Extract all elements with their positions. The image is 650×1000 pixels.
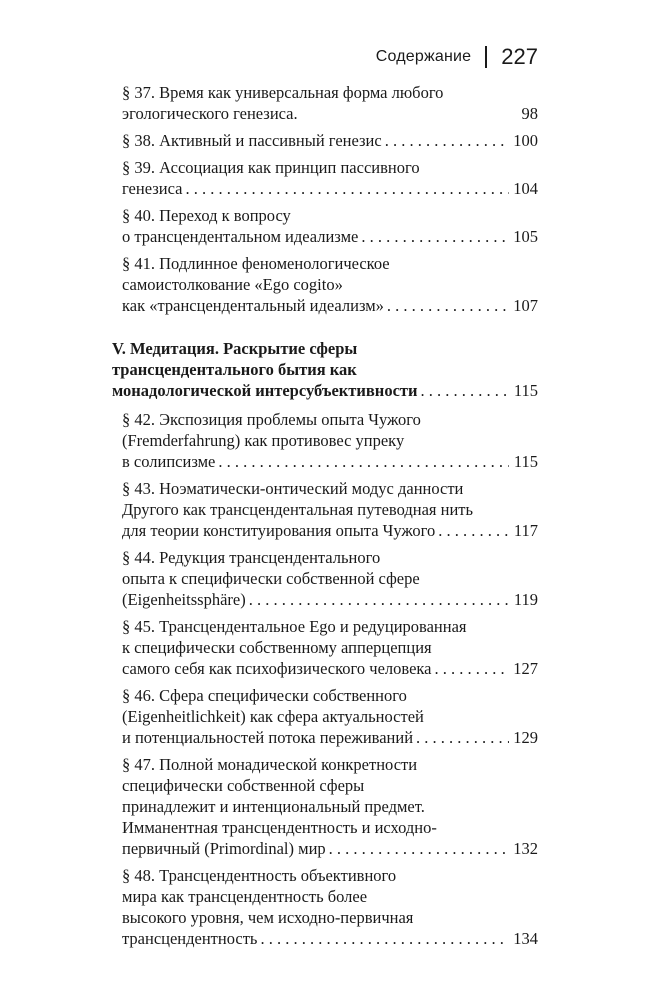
toc-entry-line: специфически собственной сферы — [122, 776, 365, 795]
header-divider — [485, 46, 487, 68]
toc-entry-line: эгологического генезиса. — [122, 104, 298, 123]
dot-leader — [435, 658, 509, 679]
dot-leader — [361, 226, 509, 247]
dot-leader — [385, 130, 509, 151]
toc-entry-line: § 48. Трансцендентность объективного — [122, 866, 397, 885]
toc-page-number: 98 — [521, 104, 538, 123]
toc-entry-line: генезиса — [122, 179, 183, 198]
toc-page-number: 115 — [513, 381, 538, 400]
toc-entry-last-line — [122, 589, 538, 610]
toc-page-number: 104 — [513, 179, 538, 198]
toc-entry-line: § 46. Сфера специфически собственного — [122, 686, 407, 705]
toc-page-number: 117 — [513, 521, 538, 540]
dot-leader — [329, 838, 509, 859]
toc-entry-line: Другого как трансцендентальная путеводная нить — [122, 500, 474, 519]
dot-leader — [438, 520, 509, 541]
running-title: Содержание — [375, 48, 472, 65]
toc-page-number: 105 — [513, 227, 538, 246]
toc-entry-line: к специфически собственному апперцепция — [122, 638, 432, 657]
toc-entry-last-line — [122, 103, 538, 124]
toc-entry-line: § 38. Активный и пассивный генезис — [122, 131, 382, 150]
toc-entry-last-line — [122, 520, 538, 541]
toc-page-number: 100 — [513, 131, 538, 150]
toc-page-number: 132 — [513, 839, 538, 858]
dot-leader — [260, 928, 509, 949]
toc-entry — [112, 409, 538, 472]
toc-entry — [112, 616, 538, 679]
toc-entry-line: (Fremderfahrung) как противовес упреку — [122, 431, 405, 450]
toc-entry-line: Имманентная трансцендентность и исходно- — [122, 818, 437, 837]
toc-entry-line: в солипсизме — [122, 452, 216, 471]
toc-entry-line: и потенциальностей потока переживаний — [122, 728, 414, 747]
toc-entry-last-line — [122, 226, 538, 247]
toc-entry — [112, 253, 538, 316]
toc-entry-last-line — [122, 178, 538, 199]
dot-leader — [387, 295, 509, 316]
toc-page-number: 127 — [513, 659, 538, 678]
toc-entry — [112, 157, 538, 199]
toc-entry-line: опыта к специфически собственной сфере — [122, 569, 420, 588]
toc-entry-line: § 39. Ассоциация как принцип пассивного — [122, 158, 420, 177]
toc-entry-line: мира как трансцендентность более — [122, 887, 368, 906]
toc-page-number: 119 — [513, 590, 538, 609]
toc-entry-line: § 47. Полной монадической конкретности — [122, 755, 418, 774]
toc-entry-line: высокого уровня, чем исходно-первичная — [122, 908, 414, 927]
toc-entry — [112, 685, 538, 748]
toc-entry-line: принадлежит и интенциональный предмет. — [122, 797, 425, 816]
dot-leader — [218, 451, 509, 472]
toc-entry — [112, 478, 538, 541]
page-number: 227 — [501, 44, 538, 69]
toc-entry-line: V. Медитация. Раскрытие сферы — [112, 339, 358, 358]
toc-entry — [112, 547, 538, 610]
toc-entry-last-line — [122, 928, 538, 949]
table-of-contents — [112, 82, 538, 955]
dot-leader — [185, 178, 509, 199]
toc-entry-last-line — [112, 380, 538, 401]
toc-entry-line: (Eigenheitssphäre) — [122, 590, 246, 609]
toc-entry-line: § 40. Переход к вопросу — [122, 206, 291, 225]
toc-page-number: 129 — [513, 728, 538, 747]
dot-leader — [421, 380, 510, 401]
toc-entry-line: § 37. Время как универсальная форма любого — [122, 83, 444, 102]
toc-entry-line: § 41. Подлинное феноменологическое — [122, 254, 390, 273]
running-header — [376, 44, 538, 70]
toc-entry-line: § 42. Экспозиция проблемы опыта Чужого — [122, 410, 421, 429]
toc-entry-line: § 43. Ноэматически-онтический модус данности — [122, 479, 464, 498]
toc-entry-line: первичный (Primordinal) мир — [122, 839, 326, 858]
toc-entry-last-line — [122, 451, 538, 472]
toc-entry — [112, 130, 538, 151]
toc-page-number: 134 — [513, 929, 538, 948]
toc-entry — [112, 205, 538, 247]
toc-entry-last-line — [122, 295, 538, 316]
toc-entry — [112, 82, 538, 124]
toc-entry-last-line — [122, 727, 538, 748]
toc-entry-last-line — [122, 130, 538, 151]
toc-entry-line: самого себя как психофизического человека — [122, 659, 432, 678]
dot-leader — [416, 727, 509, 748]
dot-leader — [249, 589, 509, 610]
toc-chapter-entry — [112, 338, 538, 401]
toc-entry-line: трансцендентность — [122, 929, 258, 948]
toc-entry-line: § 44. Редукция трансцендентального — [122, 548, 381, 567]
toc-entry-line: трансцендентального бытия как — [112, 360, 357, 379]
toc-entry — [112, 865, 538, 949]
toc-entry — [112, 754, 538, 859]
toc-entry-last-line — [122, 838, 538, 859]
toc-entry-line: самоистолкование «Ego cogito» — [122, 275, 343, 294]
toc-entry-line: монадологической интерсубъективности — [112, 381, 418, 400]
toc-entry-last-line — [122, 658, 538, 679]
toc-entry-line: о трансцендентальном идеализме — [122, 227, 359, 246]
toc-page-number: 107 — [513, 296, 538, 315]
toc-entry-line: (Eigenheitlichkeit) как сфера актуальностей — [122, 707, 424, 726]
toc-page-number: 115 — [513, 452, 538, 471]
toc-entry-line: для теории конституирования опыта Чужого — [122, 521, 436, 540]
toc-entry-line: как «трансцендентальный идеализм» — [122, 296, 384, 315]
toc-entry-line: § 45. Трансцендентальное Ego и редуцированная — [122, 617, 467, 636]
